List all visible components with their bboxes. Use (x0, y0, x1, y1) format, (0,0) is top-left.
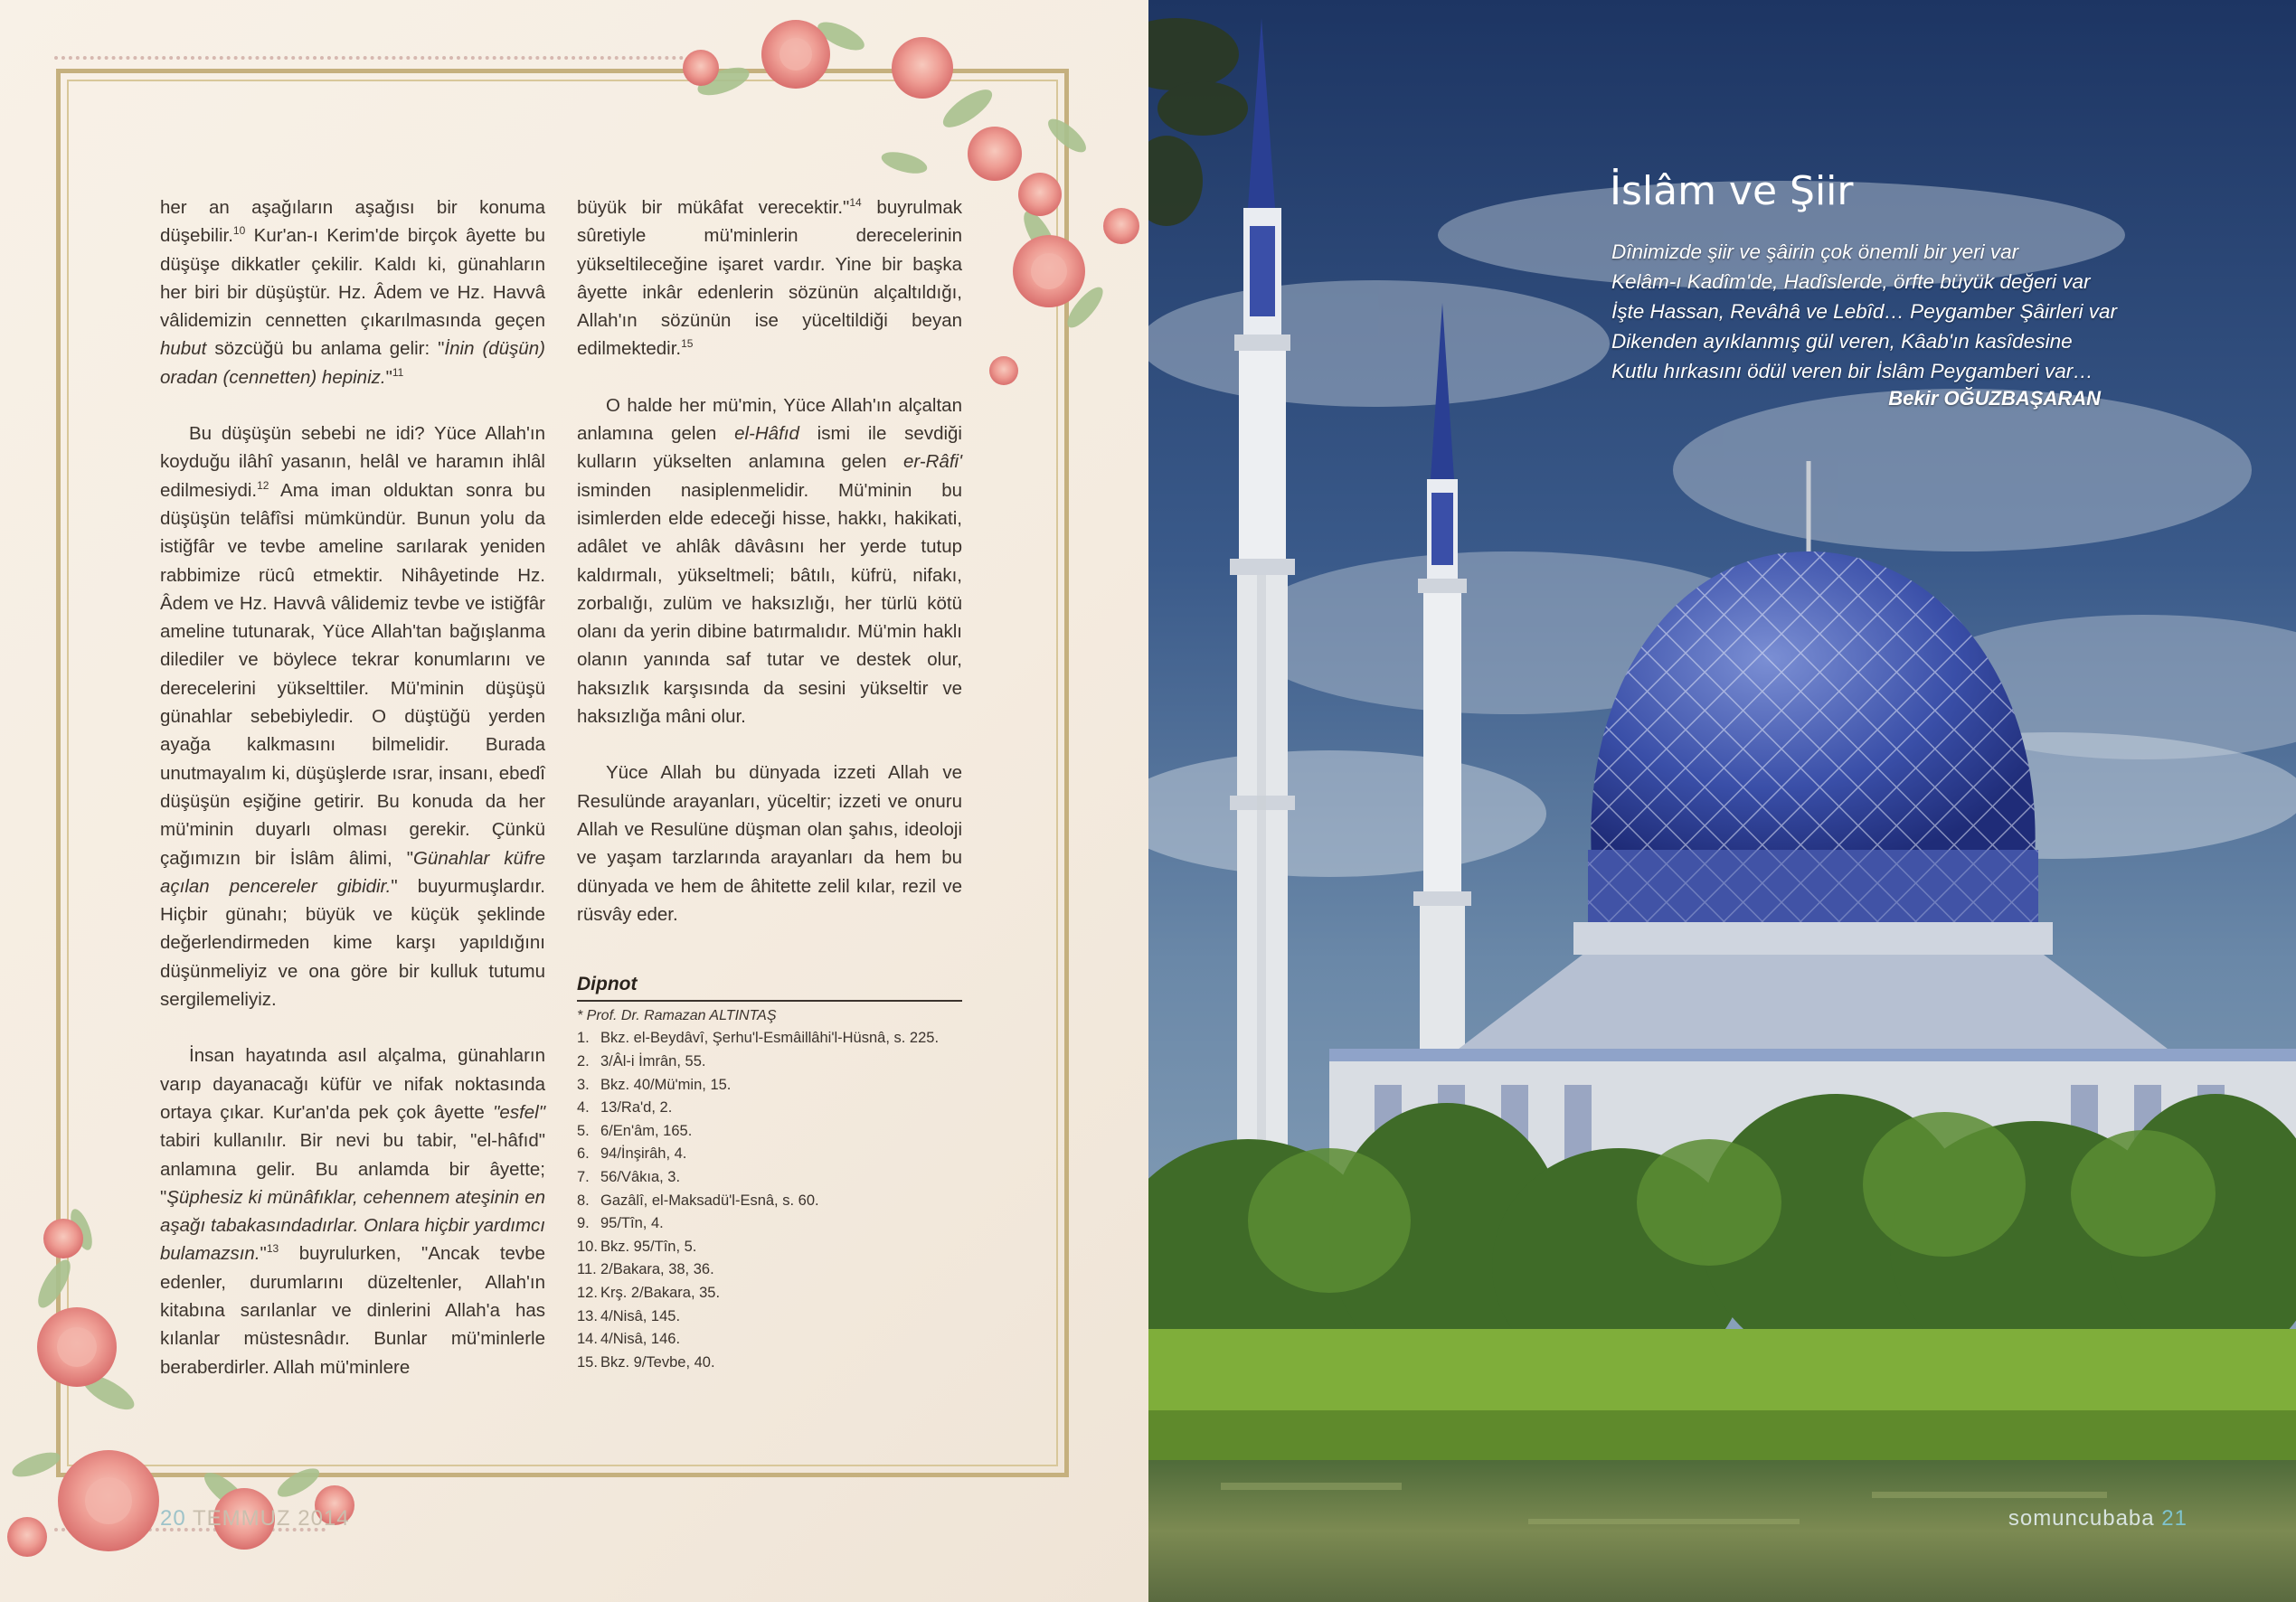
footnote-text: 4/Nisâ, 145. (600, 1307, 681, 1324)
footnote-title: Dipnot (577, 970, 962, 1002)
footnote-item (577, 1328, 962, 1352)
poem-line: Kelâm-ı Kadîm'de, Hadîslerde, örfte büyük değeri var (1611, 270, 2091, 293)
text-column-1 (160, 193, 545, 1409)
paragraph: Bu düşüşün sebebi ne idi? Yüce Allah'ın koyduğu ilâhî yasanın, helâl ve haramın ihlâl edilmesiydi.$^{12}$ Ama iman olduktan sonra bu düşüşün telâfîsi mümkündür. Bunun yolu da istiğfâr ve tevbe ameline sarılarak yeniden rabbimize rücû etmektir. Nihâyetinde Hz. Âdem ve Hz. Havvâ vâlidemiz tevbe ve istiğfâr ameline tutunarak, Yüce Allah'tan bağışlanma dilediler ve böylece tekrar konumlarını ve derecelerini yükselttiler. Mü'minin düşüşü günahlar sebebiyledir. O düştüğü yerden ayağa kalkmasını bilmelidir. Burada unutmayalım ki, düşüşlerde ısrar, insanı, ebedî düşüşün eşiğine getirir. Bu konuda da her mü'minin duyarlı olması gerekir. Çünkü çağımızın bir İslâm âlimi, "Günahlar küfre açılan pencereler gibidir." buyurmuşlardır. Hiçbir günahı; büyük ve küçük şeklinde değerlendirmeden kime karşı yapıldığını düşünmeliyiz ve ona göre bir kulluk tutumu sergilemeliyiz. (160, 423, 545, 1011)
footnote-text: Bkz. 95/Tîn, 5. (600, 1238, 697, 1255)
footnote-number: 10. (577, 1238, 598, 1255)
footnote-text: 95/Tîn, 4. (600, 1215, 664, 1232)
paragraph: büyük bir mükâfat verecektir."$^{14}$ buyrulmak sûretiyle mü'minlerin derecelerinin yükseltileceğine işaret vardır. Yine bir başka âyette inkâr edenlerin sözünün alçaltıldığı, Allah'ın sözünün ise yüceltildiği beyan edilmektedir.$^{15}$ (577, 196, 962, 360)
footnote-item (577, 1143, 962, 1166)
footnote-text: 56/Vâkıa, 3. (600, 1168, 681, 1185)
page-number: 20 (160, 1506, 186, 1531)
magazine-name: somuncubaba (2008, 1506, 2155, 1531)
right-page-photo (1148, 0, 2296, 1602)
footnote-number: 1. (577, 1030, 590, 1047)
poem-line: Dikenden ayıklanmış gül veren, Kâab'ın kasîdesine (1611, 330, 2073, 353)
footnote-number: 14. (577, 1331, 598, 1348)
page-folio-left (160, 1506, 350, 1531)
poem-line: Dînimizde şiir ve şâirin çok önemli bir yeri var (1611, 240, 2019, 263)
footnote-list (577, 1027, 962, 1374)
footnote-number: 4. (577, 1099, 590, 1117)
poem (1611, 237, 2118, 386)
footnote-number: 9. (577, 1215, 590, 1232)
footnote-text: 13/Ra'd, 2. (600, 1099, 673, 1117)
issue-date: TEMMUZ 2014 (192, 1506, 350, 1531)
poem-line: İşte Hassan, Revâhâ ve Lebîd… Peygamber Şâirleri var (1611, 300, 2118, 323)
paragraph: O halde her mü'min, Yüce Allah'ın alçaltan anlamına gelen el-Hâfıd ismi ile sevdiği kulların yükselten anlamına gelen er-Râfi' isminden nasiplenmelidir. Mü'minin bu isimlerden elde edeceği hisse, hakkı, hakikati, adâlet ve ahlâk dâvâsını her yerde tutup kaldırmalı, yükseltmeli; bâtılı, küfrü, nifakı, zorbalığı, zulüm ve haksızlığı, her türlü kötü olanı da yerin dibine batırmalıdır. Mü'min haklı olanın yanında saf tutar ve destek olur, haksızlık karşısında da sesini yükseltir ve haksızlığa mâni olur. (577, 394, 962, 728)
footnote-text: Gazâlî, el-Maksadü'l-Esnâ, s. 60. (600, 1192, 819, 1209)
footnote-item (577, 1074, 962, 1098)
poem-line: Kutlu hırkasını ödül veren bir İslâm Peygamberi var… (1611, 360, 2093, 382)
footnote-number: 6. (577, 1145, 590, 1163)
footnote-text: 2/Bakara, 38, 36. (600, 1261, 714, 1278)
poet-name: Bekir OĞUZBAŞARAN (1888, 387, 2101, 410)
paragraph: İnsan hayatında asıl alçalma, günahların varıp dayanacağı küfür ve nifak noktasında ortaya çıkar. Kur'an'da pek çok âyette "esfel" tabiri kullanılır. Bir nevi bu tabir, "el-hâfıd" anlamına gelir. Bu anlamda bir âyette; "Şüphesiz ki münâfıklar, cehennem ateşinin en aşağı tabakasındadırlar. Onlara hiçbir yardımcı bulamazsın."$^{13}$ buyrulurken, "Ancak tevbe edenler, durumlarını düzeltenler, Allah'ın kitabına sarılanlar ve dinlerini Allah'a has kılanlar müstesnâdır. Bunlar mü'minlerle beraberdirler. Allah mü'minlere (160, 1045, 545, 1378)
footnote-author: * Prof. Dr. Ramazan ALTINTAŞ (577, 1008, 777, 1024)
footnote-item (577, 1027, 962, 1051)
footnote-number: 3. (577, 1076, 590, 1093)
page-folio-right (2008, 1506, 2187, 1531)
footnote-item (577, 1212, 962, 1236)
footnote-text: 3/Âl-i İmrân, 55. (600, 1053, 706, 1070)
footnote-number: 13. (577, 1307, 598, 1324)
footnote-item (577, 1190, 962, 1213)
footnote-number: 11. (577, 1261, 597, 1278)
poem-title: İslâm ve Şiir (1610, 168, 1854, 214)
paragraph: her an aşağıların aşağısı bir konuma düşebilir.$^{10}$ Kur'an-ı Kerim'de birçok âyette bu düşüşe dikkatler çekilir. Kaldı ki, günahların her biri bir düşüştür. Hz. Âdem ve Hz. Havvâ vâlidemizin cennetten çıkarılmasında geçen hubut sözcüğü bu anlama gelir: "İnin (düşün) oradan (cennetten) hepiniz."$^{11}$ (160, 197, 545, 388)
footnote-item (577, 1352, 962, 1375)
footnote-item (577, 1282, 962, 1305)
footnote-text: Bkz. 9/Tevbe, 40. (600, 1353, 715, 1371)
footnote-number: 15. (577, 1353, 598, 1371)
footnote-text: Bkz. el-Beydâvî, Şerhu'l-Esmâillâhi'l-Hüsnâ, s. 225. (600, 1030, 940, 1047)
footnote-text: Bkz. 40/Mü'min, 15. (600, 1076, 732, 1093)
paragraph: Yüce Allah bu dünyada izzeti Allah ve Resulünde arayanları, yüceltir; izzeti ve onuru Allah ve Resulüne düşman olan şahıs, ideoloji ve yaşam tarzlarında arayanları da hem bu dünyada ve hem de âhitette zelil kılar, rezil ve rüsvây eder. (577, 762, 962, 925)
text-column-2 (577, 193, 962, 1374)
footnote-text: 4/Nisâ, 146. (600, 1331, 681, 1348)
page-number-right: 21 (2161, 1506, 2187, 1531)
footnote-item (577, 1166, 962, 1190)
footnote-text: 6/En'âm, 165. (600, 1122, 693, 1139)
footnote-item (577, 1120, 962, 1144)
footnote-text: 94/İnşirâh, 4. (600, 1145, 687, 1163)
footnote-number: 7. (577, 1168, 590, 1185)
footnote-number: 5. (577, 1122, 590, 1139)
dotted-border (54, 56, 705, 60)
footnote-number: 2. (577, 1053, 590, 1070)
footnote-number: 8. (577, 1192, 590, 1209)
footnote-item (577, 1236, 962, 1259)
footnote-text: Krş. 2/Bakara, 35. (600, 1284, 721, 1301)
footnote-item (577, 1097, 962, 1120)
footnote-number: 12. (577, 1284, 598, 1301)
footnote-item (577, 1051, 962, 1074)
footnote-item (577, 1258, 962, 1282)
footnote-item (577, 1305, 962, 1329)
